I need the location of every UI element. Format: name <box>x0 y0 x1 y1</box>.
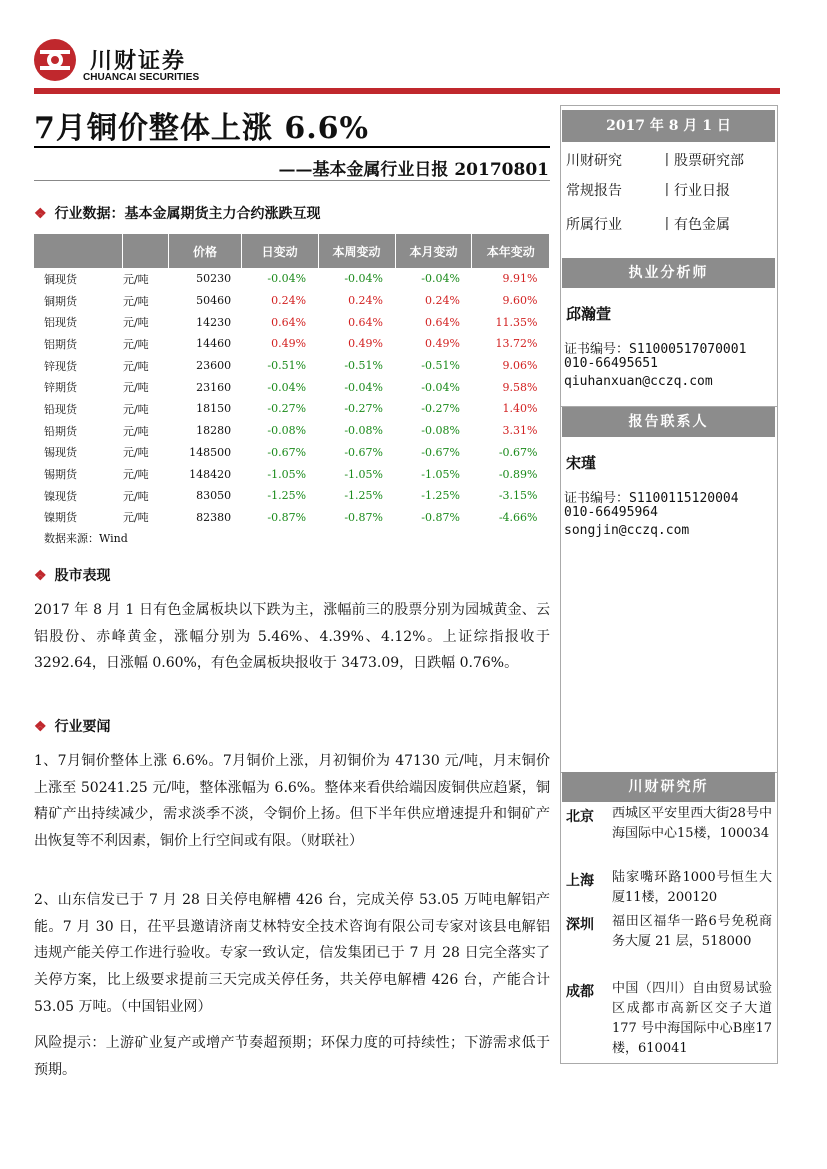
report-subtitle: ——基本金属行业日报 20170801 <box>278 160 549 180</box>
daily-change-cell: -0.67% <box>267 445 307 459</box>
price-cell: 18150 <box>196 402 232 416</box>
diamond-icon: ❖ <box>34 719 47 735</box>
analyst-email[interactable]: qiuhanxuan@cczq.com <box>564 374 713 389</box>
price-cell: 23600 <box>196 359 232 373</box>
yearly-change-cell: 9.58% <box>502 380 538 394</box>
table-row <box>34 290 550 312</box>
institute-header: 川财研究所 <box>562 772 775 802</box>
table-row <box>34 398 550 420</box>
monthly-change-cell: 0.64% <box>425 315 460 329</box>
monthly-change-cell: -0.08% <box>421 424 460 438</box>
section-industry-data <box>34 203 321 223</box>
unit-cell: 元/吨 <box>122 381 149 395</box>
yearly-change-cell: -4.66% <box>498 510 538 524</box>
header-cell <box>123 234 169 268</box>
monthly-change-cell: -1.25% <box>421 489 460 503</box>
meta-label: 所属行业 <box>566 217 622 233</box>
monthly-change-cell: 0.24% <box>425 294 460 308</box>
meta-value: 丨行业日报 <box>660 183 730 199</box>
meta-value: 丨有色金属 <box>660 217 730 233</box>
brand-name-cn: 川财证券 <box>90 49 187 74</box>
yearly-change-cell: 9.06% <box>502 359 538 373</box>
yearly-change-cell: -0.67% <box>498 445 538 459</box>
futures-table <box>34 234 550 528</box>
yearly-change-cell: 9.60% <box>502 294 538 308</box>
unit-cell: 元/吨 <box>122 468 149 482</box>
table-row <box>34 311 550 333</box>
table-row <box>34 355 550 377</box>
price-cell: 23160 <box>196 380 232 394</box>
yearly-change-cell: 1.40% <box>502 402 538 416</box>
price-cell: 83050 <box>196 489 232 503</box>
meta-label: 川财研究 <box>566 153 622 169</box>
daily-change-cell: -1.05% <box>267 467 307 481</box>
office-address: 陆家嘴环路1000号恒生大厦11楼，200120 <box>612 870 772 905</box>
metal-name-cell: 锡期货 <box>44 468 77 482</box>
metal-name-cell: 镍期货 <box>44 511 77 525</box>
table-header-row <box>34 234 550 268</box>
weekly-change-cell: -0.27% <box>344 402 384 416</box>
diamond-icon: ❖ <box>34 206 47 222</box>
unit-cell: 元/吨 <box>122 424 149 438</box>
daily-change-cell: -0.04% <box>267 380 307 394</box>
weekly-change-cell: 0.49% <box>348 337 384 351</box>
weekly-change-cell: -1.25% <box>344 489 384 503</box>
table-row <box>34 463 550 485</box>
daily-change-cell: -0.04% <box>267 272 307 286</box>
title-rule <box>34 146 550 148</box>
monthly-change-cell: -0.04% <box>421 272 460 286</box>
weekly-change-cell: -1.05% <box>344 467 384 481</box>
price-cell: 148420 <box>189 467 232 481</box>
price-cell: 82380 <box>196 510 232 524</box>
table-row <box>34 442 550 464</box>
daily-change-cell: 0.49% <box>271 337 307 351</box>
contact-phone: 010-66495964 <box>564 505 658 520</box>
header-cell: 日变动 <box>241 234 318 268</box>
unit-cell: 元/吨 <box>122 402 149 416</box>
office-address: 福田区福华一路6号免税商务大厦 21 层，518000 <box>612 914 772 949</box>
weekly-change-cell: -0.87% <box>344 510 384 524</box>
data-source: 数据来源：Wind <box>44 532 128 545</box>
stock-market-text: 2017 年 8 月 1 日有色金属板块以下跌为主，涨幅前三的股票分别为园城黄金、云铝股份、赤峰黄金，涨幅分别为 5.46%、4.39%、4.12%。上证综指报收于 3292.64，日涨幅 0.60%，有色金属板块报收于 3473.09，日跌幅 0.76%。 <box>34 602 550 672</box>
monthly-change-cell: -0.27% <box>421 402 460 416</box>
weekly-change-cell: -0.04% <box>344 272 384 286</box>
subtitle-rule <box>34 180 550 181</box>
yearly-change-cell: 13.72% <box>495 337 538 351</box>
header-cell: 本月变动 <box>395 234 472 268</box>
metal-name-cell: 铅现货 <box>44 402 77 416</box>
monthly-change-cell: -0.04% <box>421 380 460 394</box>
header-cell: 价格 <box>169 234 241 268</box>
price-cell: 14230 <box>196 315 232 329</box>
office-city: 成都 <box>566 984 594 1000</box>
header-cell <box>34 234 123 268</box>
header-cell: 本年变动 <box>472 234 550 268</box>
yearly-change-cell: 3.31% <box>502 424 538 438</box>
diamond-icon: ❖ <box>34 568 47 584</box>
section-title: 行业数据：基本金属期货主力合约涨跌互现 <box>54 206 321 222</box>
unit-cell: 元/吨 <box>122 294 149 308</box>
cert-label: 证书编号： <box>564 342 630 357</box>
monthly-change-cell: 0.49% <box>425 337 460 351</box>
weekly-change-cell: -0.67% <box>344 445 384 459</box>
daily-change-cell: -1.25% <box>267 489 307 503</box>
unit-cell: 元/吨 <box>122 316 149 330</box>
price-cell: 50230 <box>196 272 232 286</box>
daily-change-cell: -0.27% <box>267 402 307 416</box>
report-date: 2017 年 8 月 1 日 <box>562 110 775 142</box>
analyst-header: 执业分析师 <box>562 258 775 288</box>
analyst-name: 邱瀚萱 <box>566 305 612 323</box>
news-item-1: 1、7月铜价整体上涨 6.6%。7月铜价上涨，月初铜价为 47130 元/吨，月末铜价上涨至 50241.25 元/吨，整体涨幅为 6.6%。整体来看供给端因废铜供应趋紧，铜精矿产出持续减少，需求淡季不淡，令铜价上扬。但下半年供应增速提升和铜矿产出恢复等不利因素，铜价上行空间或有限。（财联社） <box>34 753 550 850</box>
brand-logo <box>34 39 76 81</box>
cert-label: 证书编号： <box>564 491 630 506</box>
news-item-2: 2、山东信发已于 7 月 28 日关停电解槽 426 台，完成关停 53.05 万吨电解铝产能。7 月 30 日，茌平县邀请济南艾林特安全技术咨询有限公司专家对该县电解铝违规产能关停工作进行验收。专家一致认定，信发集团已于 7 月 28 日完全落实了关停方案，比上级要求提前三天完成关停任务，共关停电解槽 426 台，产能合计 53.05 万吨。（中国铝业网） <box>34 892 550 1015</box>
metal-name-cell: 铝期货 <box>44 337 77 351</box>
office-city: 上海 <box>566 873 594 889</box>
table-row <box>34 376 550 398</box>
unit-cell: 元/吨 <box>122 359 149 373</box>
price-cell: 14460 <box>196 337 232 351</box>
metal-name-cell: 铜期货 <box>44 294 77 308</box>
brand-name-en: CHUANCAI SECURITIES <box>83 72 200 83</box>
analyst-phone: 010-66495651 <box>564 356 658 371</box>
meta-label: 常规报告 <box>566 183 622 199</box>
table-row <box>34 485 550 507</box>
metal-name-cell: 铝现货 <box>44 316 77 330</box>
unit-cell: 元/吨 <box>122 446 149 460</box>
yearly-change-cell: 9.91% <box>502 272 538 286</box>
contact-cert <box>564 487 739 506</box>
table-row <box>34 507 550 529</box>
weekly-change-cell: -0.51% <box>344 359 384 373</box>
table-row <box>34 420 550 442</box>
risk-note: 风险提示：上游矿业复产或增产节奏超预期；环保力度的可持续性；下游需求低于预期。 <box>34 1035 550 1078</box>
unit-cell: 元/吨 <box>122 511 149 525</box>
metal-name-cell: 锌现货 <box>44 359 77 373</box>
section-stock-market <box>34 565 111 585</box>
price-cell: 50460 <box>196 294 232 308</box>
weekly-change-cell: -0.08% <box>344 424 384 438</box>
metal-name-cell: 铜现货 <box>44 272 77 286</box>
section-title: 股市表现 <box>54 568 111 584</box>
section-industry-news <box>34 716 111 736</box>
meta-value: 丨股票研究部 <box>660 153 744 169</box>
daily-change-cell: 0.24% <box>271 294 307 308</box>
yearly-change-cell: 11.35% <box>495 315 538 329</box>
header-divider <box>34 88 780 94</box>
contact-header: 报告联系人 <box>562 407 775 437</box>
metal-name-cell: 锡现货 <box>44 446 77 460</box>
metal-name-cell: 铅期货 <box>44 424 77 438</box>
weekly-change-cell: 0.64% <box>348 315 384 329</box>
section-title: 行业要闻 <box>54 719 111 735</box>
office-city: 深圳 <box>566 917 594 933</box>
weekly-change-cell: 0.24% <box>348 294 384 308</box>
office-address: 西城区平安里西大街28号中海国际中心15楼，100034 <box>612 806 772 841</box>
unit-cell: 元/吨 <box>122 337 149 351</box>
table-row <box>34 268 550 290</box>
price-cell: 18280 <box>196 424 232 438</box>
report-title: 7月铜价整体上涨 6.6% <box>34 111 370 146</box>
daily-change-cell: -0.08% <box>267 424 307 438</box>
office-city: 北京 <box>566 809 594 825</box>
monthly-change-cell: -1.05% <box>421 467 460 481</box>
contact-email[interactable]: songjin@cczq.com <box>564 523 690 538</box>
yearly-change-cell: -0.89% <box>498 467 538 481</box>
monthly-change-cell: -0.67% <box>421 445 460 459</box>
cert-number: S1100115120004 <box>629 491 739 506</box>
yearly-change-cell: -3.15% <box>498 489 538 503</box>
weekly-change-cell: -0.04% <box>344 380 384 394</box>
daily-change-cell: -0.87% <box>267 510 307 524</box>
unit-cell: 元/吨 <box>122 489 149 503</box>
table-row <box>34 333 550 355</box>
unit-cell: 元/吨 <box>122 272 149 286</box>
daily-change-cell: 0.64% <box>271 315 307 329</box>
monthly-change-cell: -0.51% <box>421 359 460 373</box>
price-cell: 148500 <box>189 445 232 459</box>
analyst-cert <box>564 338 746 357</box>
metal-name-cell: 锌期货 <box>44 381 77 395</box>
header-cell: 本周变动 <box>318 234 395 268</box>
metal-name-cell: 镍现货 <box>44 489 77 503</box>
cert-number: S11000517070001 <box>629 342 747 357</box>
monthly-change-cell: -0.87% <box>421 510 460 524</box>
office-address: 中国（四川）自由贸易试验区成都市高新区交子大道 177 号中海国际中心B座17楼，610041 <box>612 981 772 1056</box>
contact-name: 宋瑾 <box>566 454 597 472</box>
daily-change-cell: -0.51% <box>267 359 307 373</box>
